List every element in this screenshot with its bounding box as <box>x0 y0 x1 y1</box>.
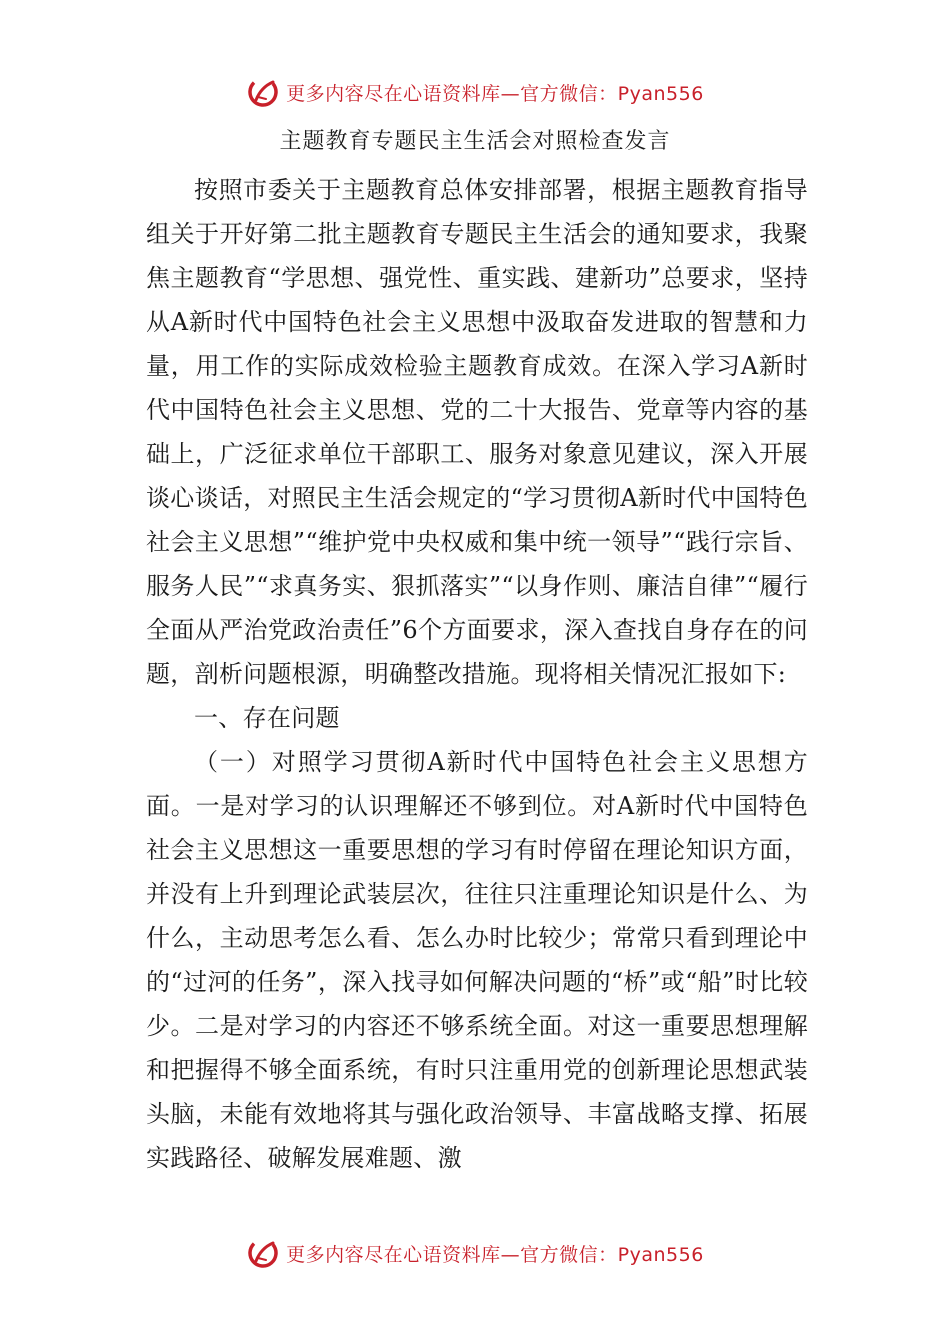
brush-stroke-logo-icon <box>246 75 280 109</box>
intro-paragraph: 按照市委关于主题教育总体安排部署，根据主题教育指导组关于开好第二批主题教育专题民主生活会的通知要求，我聚焦主题教育“学思想、强党性、重实践、建新功”总要求，坚持从A新时代中国特色社会主义思想中汲取奋发进取的智慧和力量，用工作的实际成效检验主题教育成效。在深入学习A新时代中国特色社会主义思想、党的二十大报告、党章等内容的基础上，广泛征求单位干部职工、服务对象意见建议，深入开展谈心谈话，对照民主生活会规定的“学习贯彻A新时代中国特色社会主义思想”“维护党中央权威和集中统一领导”“践行宗旨、服务人民”“求真务实、狠抓落实”“以身作则、廉洁自律”“履行全面从严治党政治责任”6个方面要求，深入查找自身存在的问题，剖析问题根源，明确整改措施。现将相关情况汇报如下: <box>146 176 808 688</box>
header-watermark-banner <box>0 72 950 112</box>
document-body <box>146 168 808 1180</box>
body-paragraph: （一）对照学习贯彻A新时代中国特色社会主义思想方面。一是对学习的认识理解还不够到位。对A新时代中国特色社会主义思想这一重要思想的学习有时停留在理论知识方面，并没有上升到理论武装层次，往往只注重理论知识是什么、为什么，主动思考怎么看、怎么办时比较少；常常只看到理论中的“过河的任务”，深入找寻如何解决问题的“桥”或“船”时比较少。二是对学习的内容还不够系统全面。对这一重要思想理解和把握得不够全面系统，有时只注重用党的创新理论思想武装头脑，未能有效地将其与强化政治领导、丰富战略支撑、拓展实践路径、破解发展难题、激 <box>146 748 808 1172</box>
document-title: 主题教育专题民主生活会对照检查发言 <box>279 129 671 154</box>
brush-stroke-logo-icon <box>246 1236 280 1270</box>
header-watermark-text: 更多内容尽在心语资料库—官方微信：Pyan556 <box>286 82 704 105</box>
section-heading: 一、存在问题 <box>194 704 340 732</box>
footer-watermark-banner <box>0 1233 950 1273</box>
footer-watermark-text: 更多内容尽在心语资料库—官方微信：Pyan556 <box>286 1243 704 1266</box>
